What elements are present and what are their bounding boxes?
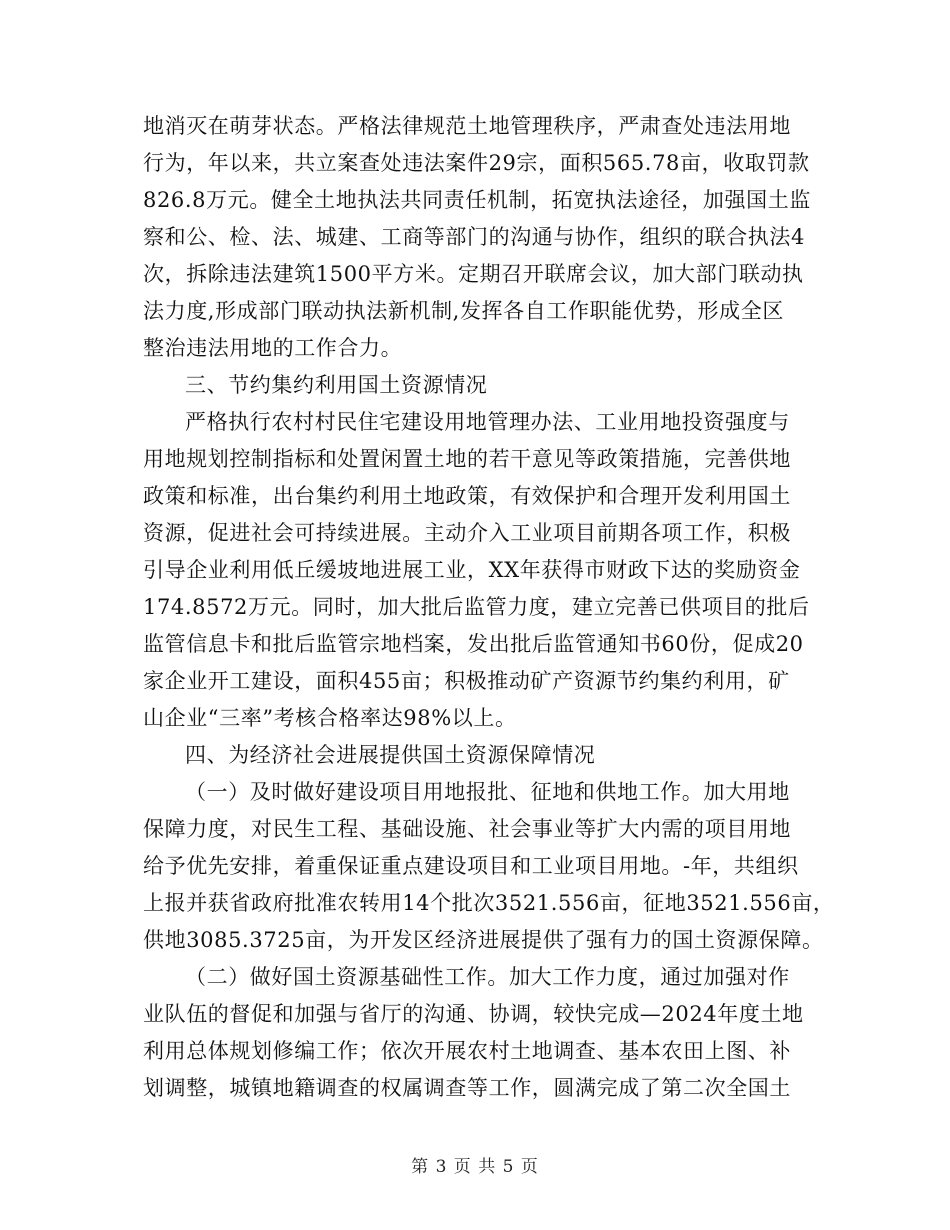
body-line: 利用总体规划修编工作；依次开展农村土地调查、基本农田上图、补 [143,1039,791,1063]
paragraph-first-line: 严格执行农村村民住宅建设用地管理办法、工业用地投资强度与 [185,410,790,434]
body-line: 整治违法用地的工作合力。 [143,336,403,360]
body-line: 引导企业利用低丘缓坡地进展工业，XX年获得市财政下达的奖励资金 [143,558,801,582]
section-heading: 四、为经济社会进展提供国土资源保障情况 [185,743,596,767]
body-line: 给予优先安排，着重保证重点建设项目和工业项目用地。-年，共组织 [143,854,799,878]
body-line: 行为，年以来，共立案查处违法案件29宗，面积565.78亩，收取罚款 [143,151,810,175]
body-line: 家企业开工建设，面积455亩；积极推动矿产资源节约集约利用，矿 [143,669,790,693]
body-line: 供地3085.3725亩，为开发区经济进展提供了强有力的国土资源保障。 [143,928,824,952]
body-line: 山企业“三率”考核合格率达98%以上。 [143,706,517,730]
body-line: 法力度,形成部门联动执法新机制,发挥各自工作职能优势，形成全区 [143,299,784,323]
body-line: 地消灭在萌芽状态。严格法律规范土地管理秩序，严肃查处违法用地 [143,114,791,138]
document-body [143,108,835,1107]
body-line: 174.8572万元。同时，加大批后监管力度，建立完善已供项目的批后 [143,595,810,619]
section-heading: 三、节约集约利用国土资源情况 [185,373,488,397]
page-number-footer: 第 3 页 共 5 页 [411,1157,539,1177]
body-line: 察和公、检、法、城建、工商等部门的沟通与协作，组织的联合执法4 [143,225,805,249]
body-line: 监管信息卡和批后监管宗地档案，发出批后监管通知书60份，促成20 [143,632,804,656]
body-line: 政策和标准，出台集约利用土地政策，有效保护和合理开发利用国土 [143,484,791,508]
paragraph-first-line: （二）做好国土资源基础性工作。加大工作力度，通过加强对作 [185,965,790,989]
body-line: 用地规划控制指标和处置闲置土地的若干意见等政策措施，完善供地 [143,447,791,471]
body-line: 次，拆除违法建筑1500平方米。定期召开联席会议，加大部门联动执 [143,262,804,286]
body-line: 资源，促进社会可持续进展。主动介入工业项目前期各项工作，积极 [143,521,791,545]
body-line: 上报并获省政府批准农转用14个批次3521.556亩，征地3521.556亩， [143,891,835,915]
body-line: 划调整，城镇地籍调查的权属调查等工作，圆满完成了第二次全国土 [143,1076,791,1100]
body-line: 保障力度，对民生工程、基础设施、社会事业等扩大内需的项目用地 [143,817,791,841]
paragraph-first-line: （一）及时做好建设项目用地报批、征地和供地工作。加大用地 [185,780,790,804]
body-line: 业队伍的督促和加强与省厅的沟通、协调，较快完成—2024年度土地 [143,1002,804,1026]
body-line: 826.8万元。健全土地执法共同责任机制，拓宽执法途径，加强国土监 [143,188,811,212]
